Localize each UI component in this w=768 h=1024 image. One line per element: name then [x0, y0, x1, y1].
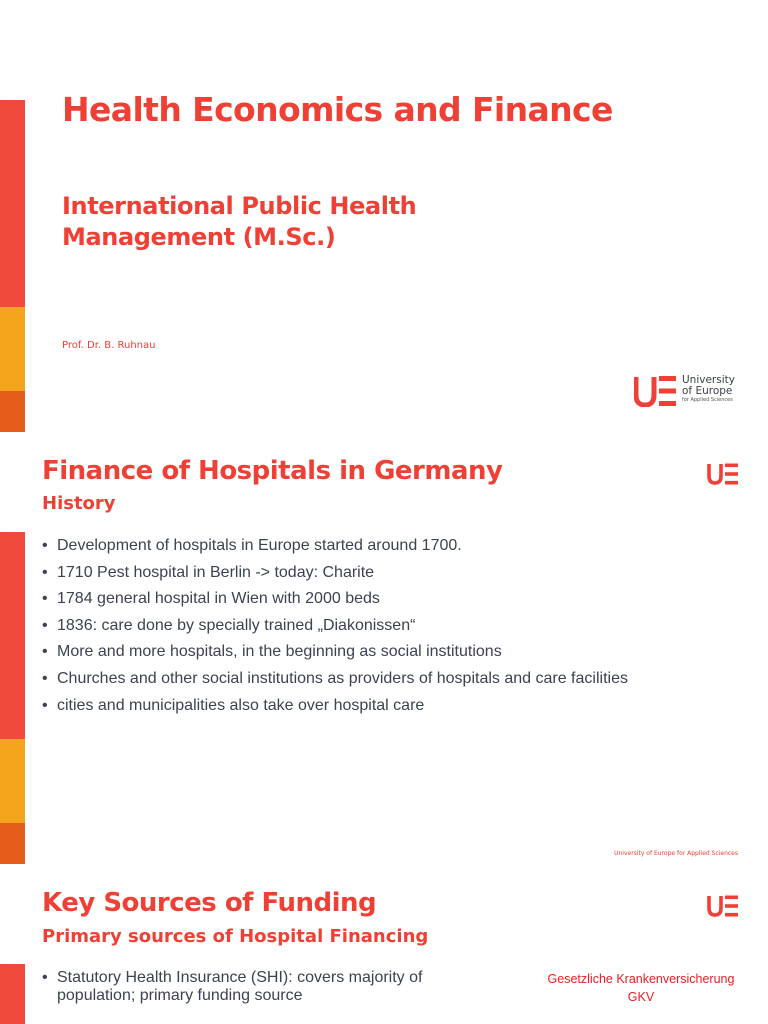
- accent-bar-yellow: [0, 739, 25, 823]
- slide-title: Finance of Hospitals in Germany: [42, 456, 503, 486]
- list-item: • 1710 Pest hospital in Berlin -> today: Charite: [42, 564, 642, 582]
- list-item: • Statutory Health Insurance (SHI): covers majority of population; primary funding source: [42, 969, 492, 1005]
- logo-wordmark: [682, 375, 735, 403]
- accent-bar-yellow: [0, 307, 25, 391]
- logo-line-applied-sciences: for Applied Sciences: [682, 397, 733, 403]
- slide-footer: University of Europe for Applied Sciences: [614, 850, 738, 857]
- slide-subtitle: Primary sources of Hospital Financing: [42, 926, 429, 947]
- ue-logo-icon: [707, 895, 739, 917]
- course-title: Health Economics and Finance: [62, 90, 613, 129]
- list-item: • More and more hospitals, in the beginning as social institutions: [42, 643, 642, 661]
- funding-bullet-list: [42, 969, 492, 1014]
- accent-bar-orange: [0, 391, 25, 432]
- slide-subtitle: History: [42, 493, 116, 514]
- ue-logo-icon: [707, 463, 739, 485]
- list-item: • 1836: care done by specially trained „Diakonissen“: [42, 617, 642, 635]
- accent-bar-red: [0, 100, 25, 307]
- list-item: • cities and municipalities also take over hospital care: [42, 697, 642, 715]
- logo-line-university: University: [682, 374, 735, 386]
- logo-line-of-europe: of Europe: [682, 385, 733, 397]
- ue-logo-icon: [634, 375, 678, 407]
- funding-slide: [0, 864, 768, 1024]
- title-slide: [0, 0, 768, 432]
- accent-bar-orange: [0, 823, 25, 864]
- author-name: Prof. Dr. B. Ruhnau: [62, 340, 156, 351]
- list-item: • Development of hospitals in Europe started around 1700.: [42, 537, 642, 555]
- list-item: • Churches and other social institutions as providers of hospitals and care facilities: [42, 670, 642, 688]
- program-subtitle: International Public Health Management (M.Sc.): [62, 192, 417, 251]
- note-line-german: Gesetzliche Krankenversicherung: [547, 972, 735, 986]
- history-bullet-list: [42, 537, 642, 723]
- accent-bar-red: [0, 532, 25, 739]
- list-item: • 1784 general hospital in Wien with 2000 beds: [42, 590, 642, 608]
- german-term-note: [530, 970, 752, 1006]
- slide-title: Key Sources of Funding: [42, 888, 377, 918]
- note-line-abbrev: GKV: [627, 990, 655, 1004]
- accent-bar-red: [0, 964, 25, 1024]
- history-slide: [0, 432, 768, 864]
